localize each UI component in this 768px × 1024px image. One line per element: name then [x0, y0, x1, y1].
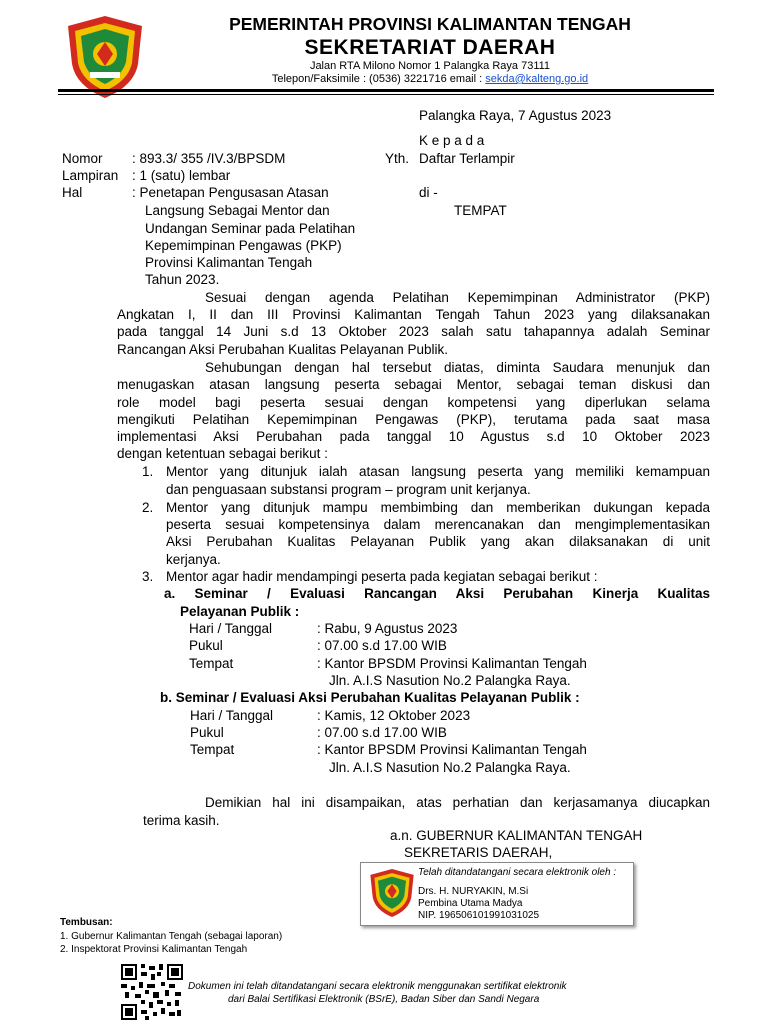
- contact-text: Telepon/Faksimile : (0536) 3221716 email :: [271, 73, 486, 85]
- hal-line: Tahun 2023.: [145, 272, 220, 287]
- body-paragraph-2-line: menugaskan atasan langsung peserta sebagai Mentor, sebagai teman diskusi dan: [117, 377, 710, 392]
- nomor-label: Nomor: [62, 151, 103, 166]
- body-paragraph-2-line: mengikuti Pelatihan Kepemimpinan Pengawas (PKP), terutama pada saat masa: [117, 412, 710, 427]
- body-paragraph-1-line: Angkatan I, II dan III Provinsi Kalimantan Tengah Tahun 2023 yang dilaksanakan: [117, 307, 710, 322]
- item-line: Mentor agar hadir mendampingi peserta pada kegiatan sebagai berikut :: [166, 569, 598, 584]
- header-contact: [150, 73, 710, 85]
- qr-code[interactable]: [121, 964, 183, 1020]
- signer-nip: NIP. 196506101991031025: [418, 910, 540, 921]
- esignature-box: [360, 862, 634, 926]
- sub-b-hari-label: Hari / Tanggal: [190, 708, 274, 723]
- header-rule-thin: [58, 94, 714, 95]
- item-line: Mentor yang ditunjuk mampu membimbing dan memberikan dukungan kepada: [166, 500, 710, 515]
- hal-line: Provinsi Kalimantan Tengah: [145, 255, 313, 270]
- hal-line: Undangan Seminar pada Pelatihan: [145, 221, 356, 236]
- signature-line-1: a.n. GUBERNUR KALIMANTAN TENGAH: [390, 828, 643, 843]
- email-link[interactable]: sekda@kalteng.go.id: [485, 73, 589, 85]
- item-number: 1.: [142, 464, 154, 479]
- item-line: Mentor yang ditunjuk ialah atasan langsung peserta yang memiliki kemampuan: [166, 464, 710, 479]
- recipient-name: Daftar Terlampir: [419, 151, 515, 166]
- sub-a-tempat-value-2: Jln. A.I.S Nasution No.2 Palangka Raya.: [329, 673, 571, 688]
- nomor-value: : 893.3/ 355 /IV.3/BPSDM: [132, 151, 286, 166]
- item-line: kerjanya.: [166, 552, 221, 567]
- closing-line: terima kasih.: [143, 813, 220, 828]
- kepada-label: K e p a d a: [419, 133, 485, 148]
- sub-b-pukul-value: : 07.00 s.d 17.00 WIB: [317, 725, 447, 740]
- sub-b-pukul-label: Pukul: [190, 725, 224, 740]
- body-paragraph-1-line: Rancangan Aksi Perubahan Kualitas Pelayanan Publik.: [117, 342, 448, 357]
- hal-label: Hal: [62, 185, 83, 200]
- signer-rank: Pembina Utama Madya: [418, 898, 523, 909]
- body-paragraph-1-line: Sesuai dengan agenda Pelatihan Kepemimpinan Administrator (PKP): [205, 290, 710, 305]
- body-paragraph-2-line: implementasi Aksi Perubahan pada tanggal 10 Agustus s.d 10 Oktober 2023: [117, 429, 710, 444]
- tembusan-title: Tembusan:: [60, 917, 113, 928]
- item-number: 2.: [142, 500, 154, 515]
- sub-b-tempat-label: Tempat: [190, 742, 235, 757]
- header-government: PEMERINTAH PROVINSI KALIMANTAN TENGAH: [229, 14, 631, 34]
- tembusan-item: 1. Gubernur Kalimantan Tengah (sebagai laporan): [60, 931, 283, 942]
- sub-a-tempat-label: Tempat: [189, 656, 234, 671]
- item-line: Aksi Perubahan Kualitas Pelayanan Publik yang akan dilaksanakan di unit: [166, 534, 710, 549]
- lampiran-value: : 1 (satu) lembar: [132, 168, 231, 183]
- item-line: dan penguasaan substansi program – program unit kerjanya.: [166, 482, 531, 497]
- header-rule-thick: [58, 89, 714, 92]
- closing-line: Demikian hal ini disampaikan, atas perhatian dan kerjasamanya diucapkan: [205, 795, 710, 810]
- di-label: di -: [419, 185, 438, 200]
- body-paragraph-1-line: pada tanggal 14 Juni s.d 13 Oktober 2023 salah satu tahapannya adalah Seminar: [117, 324, 710, 339]
- body-paragraph-2-line: dengan ketentuan sebagai berikut :: [117, 446, 328, 461]
- footer-line-1: Dokumen ini telah ditandatangani secara elektronik menggunakan sertifikat elektronik: [188, 981, 567, 992]
- sub-b-tempat-value: : Kantor BPSDM Provinsi Kalimantan Tengah: [317, 742, 587, 757]
- sub-b-title: b. Seminar / Evaluasi Aksi Perubahan Kualitas Pelayanan Publik :: [160, 690, 580, 705]
- sub-a-title-cont: Pelayanan Publik :: [180, 604, 300, 619]
- lampiran-label: Lampiran: [62, 168, 119, 183]
- sub-a-hari-label: Hari / Tanggal: [189, 621, 273, 636]
- esignature-emblem-logo: [368, 866, 416, 920]
- sub-a-pukul-label: Pukul: [189, 638, 223, 653]
- header-office: SEKRETARIAT DAERAH: [304, 36, 556, 59]
- signature-line-2: SEKRETARIS DAERAH,: [404, 845, 553, 860]
- header-address: Jalan RTA Milono Nomor 1 Palangka Raya 73111: [309, 60, 551, 72]
- sub-a-pukul-value: : 07.00 s.d 17.00 WIB: [317, 638, 447, 653]
- item-number: 3.: [142, 569, 154, 584]
- esignature-caption: Telah ditandatangani secara elektronik oleh :: [418, 867, 617, 878]
- hal-line: : Penetapan Pengusasan Atasan: [132, 185, 329, 200]
- sub-b-hari-value: : Kamis, 12 Oktober 2023: [317, 708, 471, 723]
- item-line: peserta sesuai kompetensinya dalam merencanakan dan mengimplementasikan: [166, 517, 710, 532]
- yth-label: Yth.: [385, 151, 410, 166]
- hal-line: Langsung Sebagai Mentor dan: [145, 203, 330, 218]
- body-paragraph-2-line: Sehubungan dengan hal tersebut diatas, diminta Saudara menunjuk dan: [205, 360, 710, 375]
- signer-name: Drs. H. NURYAKIN, M.Si: [418, 886, 529, 897]
- sub-a-hari-value: : Rabu, 9 Agustus 2023: [317, 621, 458, 636]
- sub-a-tempat-value: : Kantor BPSDM Provinsi Kalimantan Tengah: [317, 656, 587, 671]
- tembusan-item: 2. Inspektorat Provinsi Kalimantan Tengah: [60, 944, 248, 955]
- letter-date: Palangka Raya, 7 Agustus 2023: [419, 108, 612, 123]
- hal-line: Kepemimpinan Pengawas (PKP): [145, 238, 342, 253]
- recipient-place: TEMPAT: [454, 203, 507, 218]
- body-paragraph-2-line: role model bagi peserta sesuai dengan kompetensi yang diperlukan selama: [117, 395, 710, 410]
- footer-line-2: dari Balai Sertifikasi Elektronik (BSrE), Badan Siber dan Sandi Negara: [228, 994, 540, 1005]
- kalteng-emblem-logo: [64, 14, 146, 100]
- sub-b-tempat-value-2: Jln. A.I.S Nasution No.2 Palangka Raya.: [329, 760, 571, 775]
- sub-a-title: a. Seminar / Evaluasi Rancangan Aksi Perubahan Kinerja Kualitas: [164, 586, 710, 601]
